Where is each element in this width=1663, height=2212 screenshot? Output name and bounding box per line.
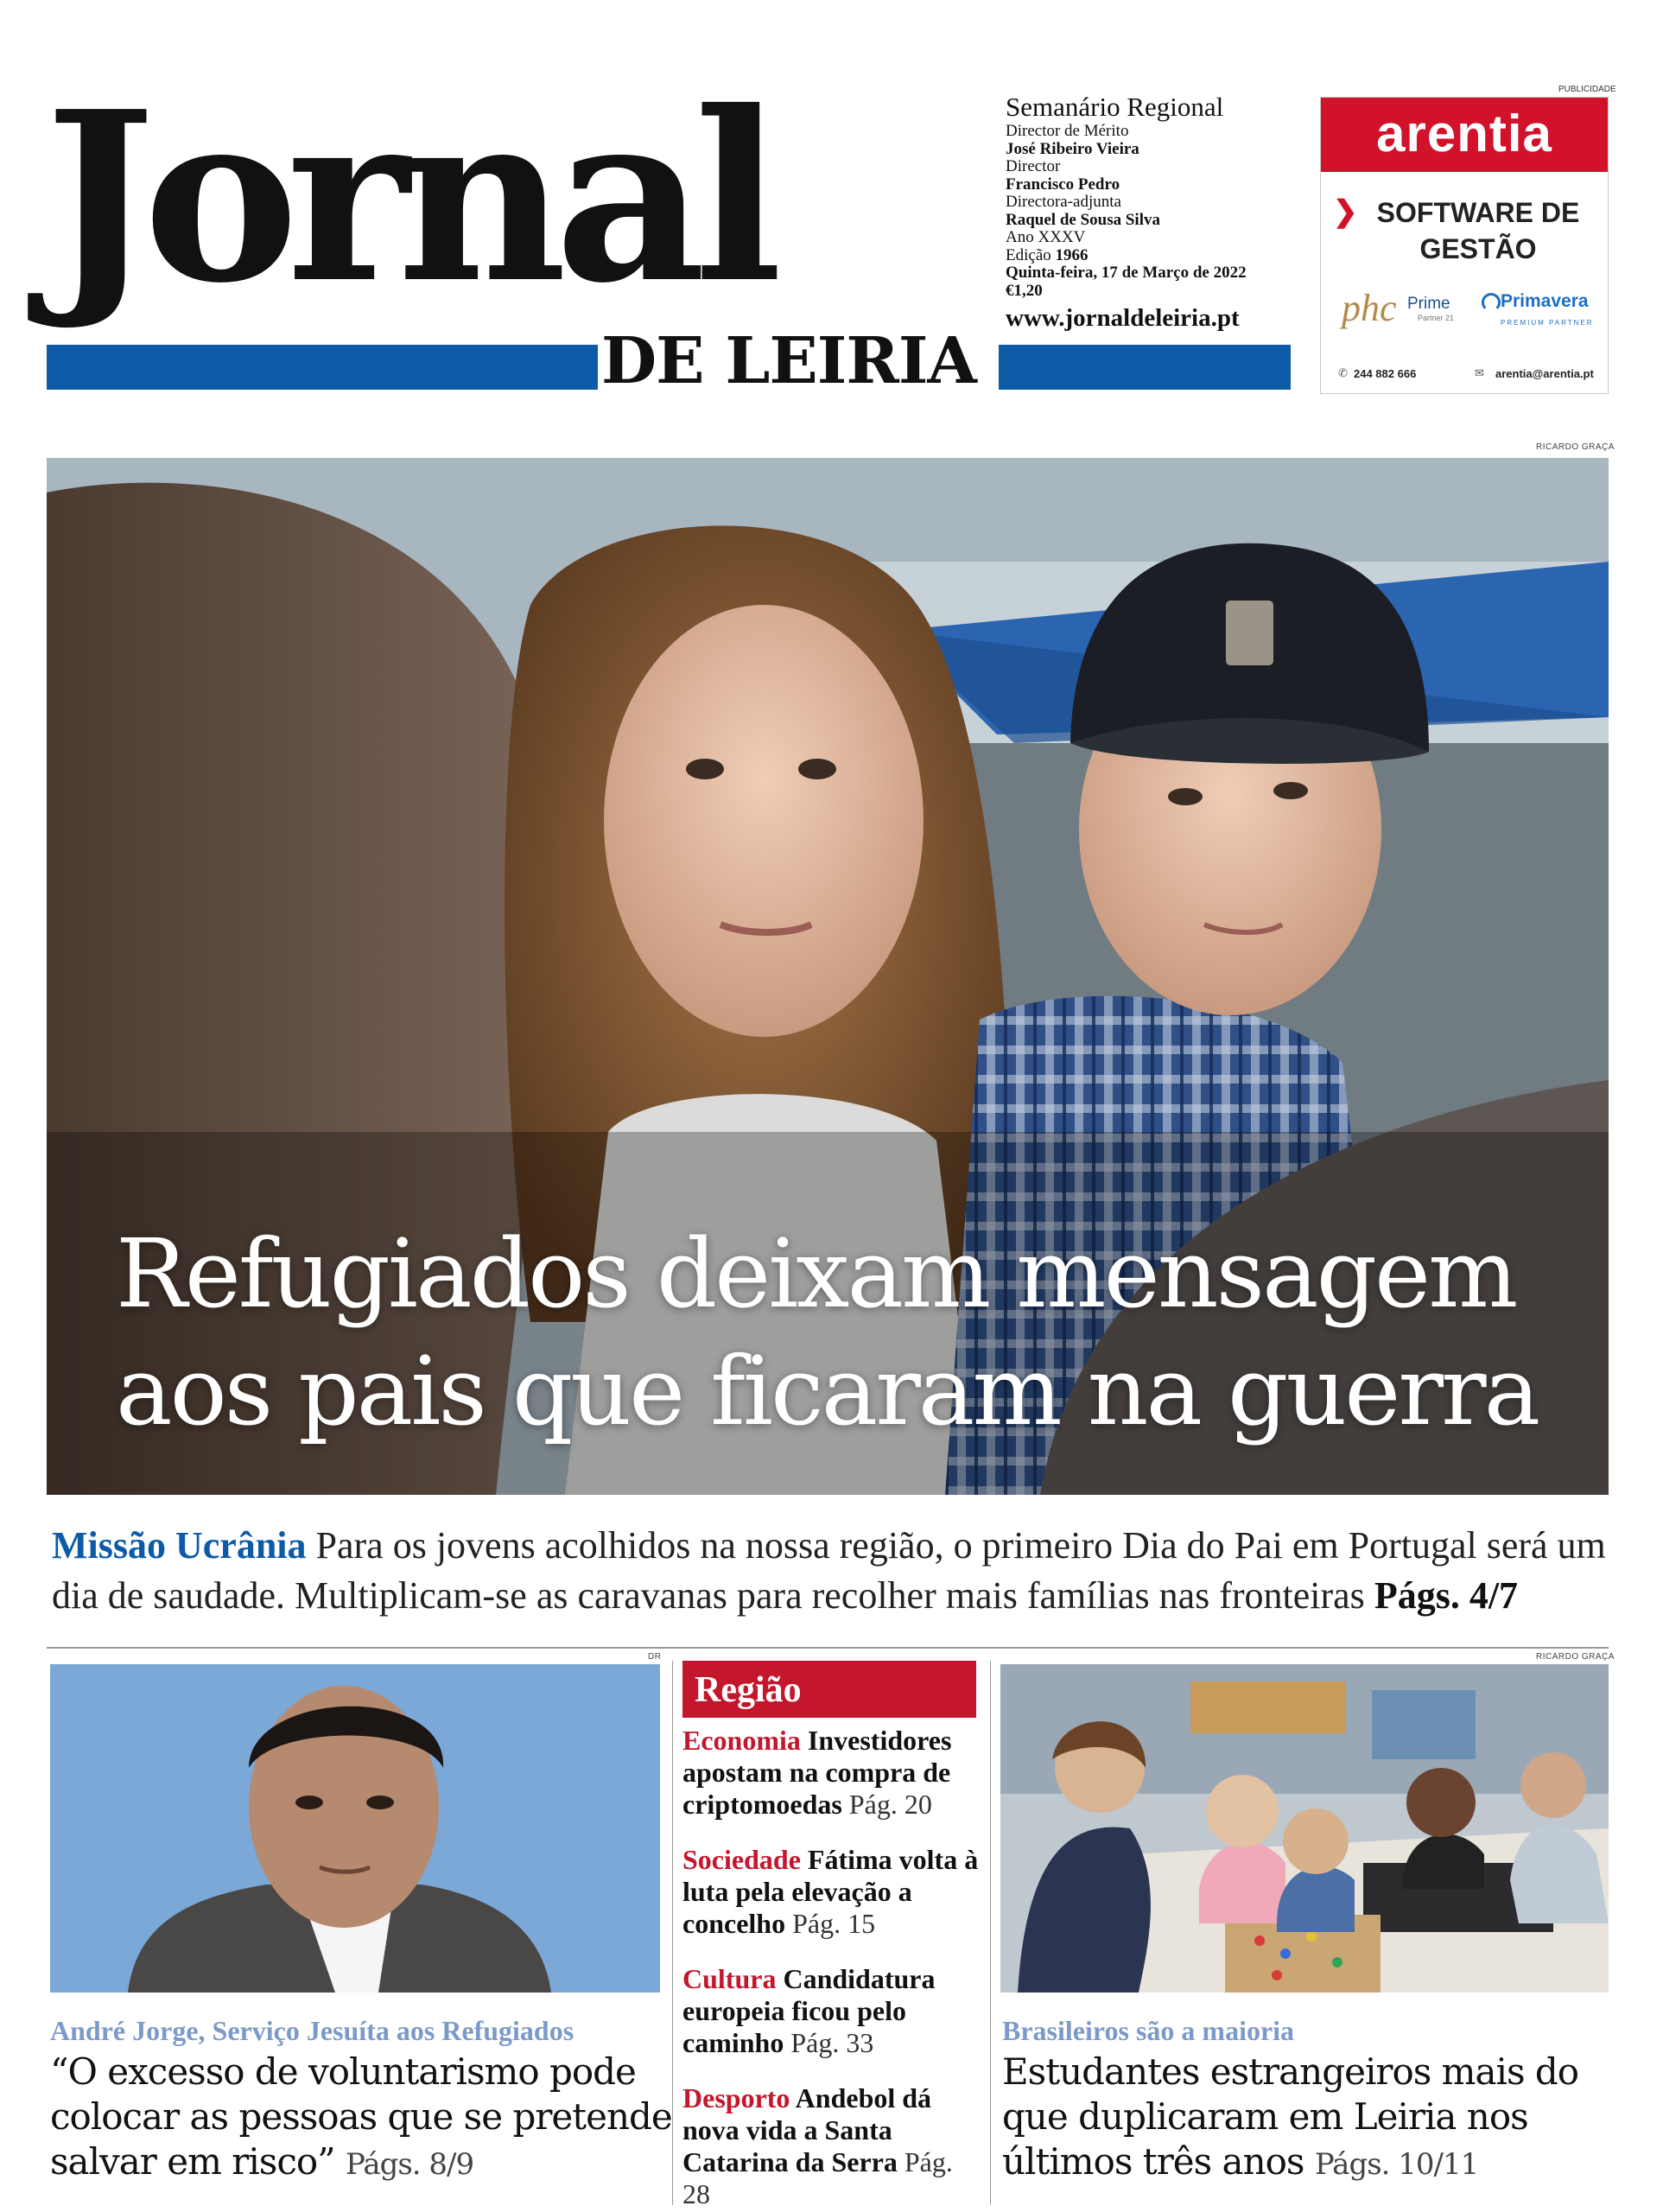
- ad-label: PUBLICIDADE: [1558, 85, 1616, 94]
- masthead-info: [1006, 92, 1308, 333]
- regiao-item-text: Candidatura europeia ficou pelo caminho: [682, 1963, 936, 2058]
- right-story-headline[interactable]: [1002, 2050, 1609, 2187]
- edition-line: [1006, 247, 1308, 265]
- issue-price: €1,20: [1006, 281, 1043, 300]
- publication-type: Semanário Regional: [1006, 92, 1224, 122]
- phc-partner-sub: Partner 21: [1418, 314, 1455, 322]
- regiao-item-section: Desporto: [682, 2082, 790, 2113]
- left-story-headline[interactable]: [50, 2050, 672, 2187]
- masthead-logo-subtitle: DE LEIRIA: [601, 324, 976, 398]
- regiao-item-section: Economia: [682, 1725, 801, 1756]
- website-link[interactable]: www.jornaldeleiria.pt: [1006, 304, 1240, 332]
- hero-photo-credit: RICARDO GRAÇA: [1536, 442, 1615, 452]
- regiao-item-page: Pág. 20: [848, 1789, 932, 1820]
- ad-phone: 244 882 666: [1354, 367, 1417, 380]
- regiao-item-page: Pág. 28: [682, 2146, 953, 2209]
- right-photo-credit: RICARDO GRAÇA: [1536, 1652, 1615, 1662]
- issue-date: Quinta-feira, 17 de Março de 2022: [1006, 264, 1247, 282]
- regiao-item-section: Cultura: [682, 1963, 777, 1994]
- phc-partner-label: Prime: [1407, 295, 1450, 313]
- year-label: Ano XXXV: [1006, 228, 1086, 246]
- regiao-item-text: Fátima volta à luta pela elevação a concelho: [682, 1844, 979, 1939]
- primavera-icon: [1482, 293, 1501, 312]
- primavera-partner-sub: PREMIUM PARTNER: [1501, 319, 1594, 327]
- ad-banner[interactable]: [1320, 97, 1609, 394]
- regiao-item[interactable]: [682, 1844, 981, 1940]
- regiao-item-text: Andebol dá nova vida a Santa Catarina da Serra: [682, 2082, 932, 2177]
- masthead-logo[interactable]: Jornal: [45, 60, 771, 334]
- section-divider: [47, 1647, 1609, 1649]
- ad-brand-logo: arentia: [1321, 98, 1608, 172]
- column-divider: [990, 1661, 991, 2205]
- phc-logo: phc: [1342, 287, 1397, 329]
- role-label: Director de Mérito: [1006, 122, 1129, 140]
- left-story-kicker: André Jorge, Serviço Jesuíta aos Refugiados: [50, 2015, 574, 2046]
- role-label: Directora-adjunta: [1006, 193, 1121, 211]
- right-story-photo[interactable]: [1000, 1664, 1609, 1993]
- regiao-item-section: Sociedade: [682, 1844, 801, 1875]
- regiao-item[interactable]: [682, 2082, 981, 2210]
- masthead-bar-right: [999, 345, 1291, 390]
- lead-pages: Págs. 4/7: [1374, 1574, 1519, 1617]
- regiao-item-page: Pág. 15: [792, 1908, 876, 1939]
- lead-paragraph[interactable]: [52, 1521, 1615, 1621]
- left-photo-credit: DR: [648, 1652, 662, 1662]
- right-story-kicker: Brasileiros são a maioria: [1002, 2015, 1295, 2046]
- primavera-logo: Primavera: [1501, 291, 1589, 311]
- regiao-title: Região: [695, 1670, 802, 1710]
- masthead-bar-left: [47, 345, 598, 390]
- regiao-item-text: Investidores apostam na compra de criptomoedas: [682, 1725, 952, 1820]
- lead-text: Para os jovens acolhidos na nossa região, o primeiro Dia do Pai em Portugal será um dia de saudade. Multiplicam-se as caravanas para recolher mais famílias nas fronteiras: [52, 1524, 1606, 1617]
- lead-kicker: Missão Ucrânia: [52, 1524, 307, 1567]
- regiao-item[interactable]: [682, 1963, 981, 2059]
- portrait-illustration: [50, 1664, 660, 1993]
- hero-headline-line: Refugiados deixam mensagem: [116, 1218, 1516, 1329]
- column-divider: [672, 1661, 673, 2205]
- phone-icon: ✆: [1338, 367, 1348, 380]
- ad-slogan: SOFTWARE DE GESTÃO: [1376, 197, 1580, 264]
- ad-email[interactable]: arentia@arentia.pt: [1495, 367, 1594, 380]
- staff-name: José Ribeiro Vieira: [1006, 139, 1139, 158]
- right-story-pages: Págs. 10/11: [1314, 2147, 1479, 2182]
- hero-photo[interactable]: [47, 458, 1609, 1495]
- chevron-right-icon: ❯: [1333, 195, 1358, 228]
- staff-name: Raquel de Sousa Silva: [1006, 210, 1160, 229]
- regiao-item[interactable]: [682, 1725, 981, 1821]
- left-story-pages: Págs. 8/9: [345, 2147, 474, 2182]
- left-story-photo[interactable]: [50, 1664, 660, 1993]
- hero-headline[interactable]: [116, 1215, 1602, 1450]
- right-story-headline-text: Estudantes estrangeiros mais do que duplicaram em Leiria nos últimos três anos: [1002, 2050, 1579, 2183]
- left-story-headline-text: “O excesso de voluntarismo pode colocar as pessoas que se pretende salvar em risco”: [50, 2050, 672, 2183]
- edition-label: Edição: [1006, 245, 1051, 264]
- regiao-item-page: Pág. 33: [790, 2027, 874, 2058]
- hero-headline-line: aos pais que ficaram na guerra: [116, 1336, 1539, 1446]
- staff-name: Francisco Pedro: [1006, 175, 1120, 194]
- edition-number: 1966: [1055, 245, 1089, 264]
- mail-icon: ✉: [1475, 367, 1484, 380]
- role-label: Director: [1006, 157, 1061, 175]
- classroom-illustration: [1000, 1664, 1609, 1993]
